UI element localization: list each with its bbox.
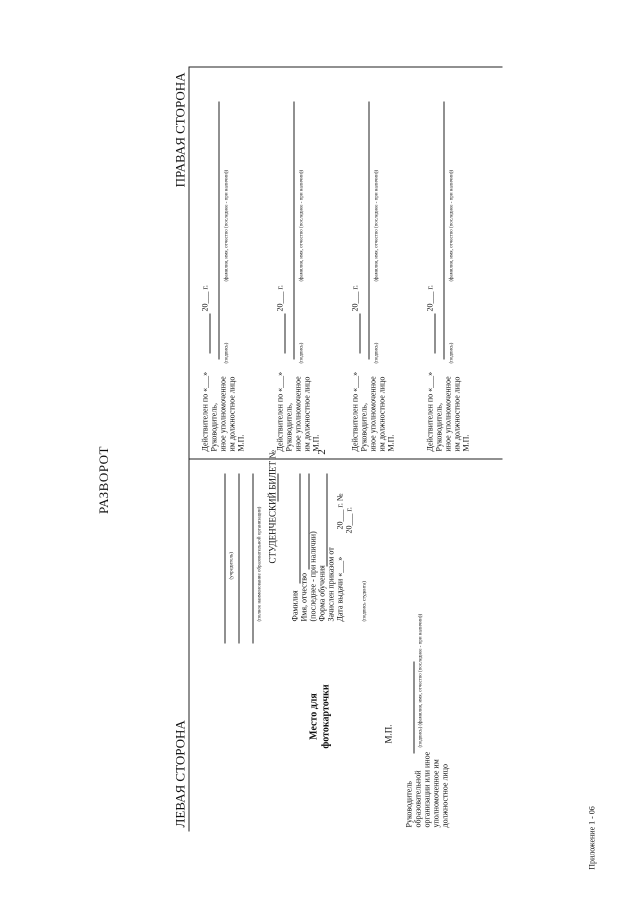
- surname-line: [300, 474, 301, 584]
- head-label: Руководитель образовательной организации или иное уполномоченное им должностное лицо: [404, 751, 450, 828]
- year-suffix: 20___ г.: [350, 285, 360, 312]
- validity-lines: Действителен по «___» Руководитель, иное уполномоченное им должностное лицо М.П.: [200, 371, 246, 452]
- org-caption: (полное наименование образовательной организации): [257, 506, 263, 622]
- footer-note: Приложение 1 - 06: [587, 806, 597, 870]
- sign-caption: (подпись): [449, 342, 455, 364]
- org-line-1: [239, 474, 240, 644]
- issue-suffix: 20___ г.: [344, 507, 354, 534]
- validity-block-2: [276, 92, 351, 452]
- signature-line: [294, 102, 295, 360]
- sign-caption: (подпись): [299, 342, 305, 364]
- date-line: [285, 314, 286, 354]
- signature-line: [444, 102, 445, 360]
- card-number-line: [278, 474, 279, 502]
- validity-lines: Действителен по «___» Руководитель, иное уполномоченное им должностное лицо М.П.: [425, 371, 471, 452]
- year-suffix: 20___ г.: [275, 285, 285, 312]
- date-line: [210, 314, 211, 354]
- enrolled-suffix: 20___ г. №: [335, 493, 345, 530]
- founder-line: [225, 474, 226, 644]
- card-title: СТУДЕНЧЕСКИЙ БИЛЕТ №: [267, 450, 278, 564]
- student-card-form: [173, 67, 503, 832]
- left-side-label: ЛЕВАЯ СТОРОНА: [172, 720, 188, 828]
- signature-line: [369, 102, 370, 360]
- center-fold-line: [189, 459, 503, 460]
- validity-lines: Действителен по «___» Руководитель, иное уполномоченное им должностное лицо М.П.: [350, 371, 396, 452]
- name-caption: (фамилия, имя, отчество (последнее - при наличии)): [299, 169, 305, 282]
- validity-block-1: [201, 92, 276, 452]
- study-form-line: [327, 474, 328, 567]
- year-suffix: 20___ г.: [200, 285, 210, 312]
- sign-caption: (подпись): [374, 342, 380, 364]
- founder-caption: (учредитель): [229, 552, 235, 580]
- student-fields: Фамилия Имя, отчество (последнее - при наличии) Форма обучения Зачислен приказом от Дата выдачи «___»: [290, 531, 345, 622]
- left-mp: М.П.: [383, 724, 394, 744]
- year-suffix: 20___ г.: [425, 285, 435, 312]
- signature-line: [219, 102, 220, 360]
- validity-lines: Действителен по «___» Руководитель, иное уполномоченное им должностное лицо М.П.: [275, 371, 321, 452]
- name-caption: (фамилия, имя, отчество (последнее - при наличии)): [224, 169, 230, 282]
- validity-block-3: [351, 92, 426, 452]
- date-line: [435, 314, 436, 354]
- photo-place: Место для фотокарточки: [308, 684, 332, 749]
- date-line: [360, 314, 361, 354]
- head-signature-line: [414, 662, 415, 754]
- spread-title: РАЗВОРОТ: [96, 446, 111, 514]
- name-caption: (фамилия, имя, отчество (последнее - при наличии)): [374, 169, 380, 282]
- student-signature: (подпись студента): [362, 581, 368, 622]
- validity-block-4: [426, 92, 501, 452]
- page-number: 2: [316, 449, 328, 455]
- right-side-label: ПРАВАЯ СТОРОНА: [172, 72, 188, 188]
- sign-caption: (подпись): [224, 342, 230, 364]
- head-caption: (подпись) (фамилия, имя, отчество (последнее - при наличии)): [418, 613, 424, 748]
- org-line-2: [253, 474, 254, 644]
- name-caption: (фамилия, имя, отчество (последнее - при наличии)): [449, 169, 455, 282]
- name-line: [309, 474, 310, 570]
